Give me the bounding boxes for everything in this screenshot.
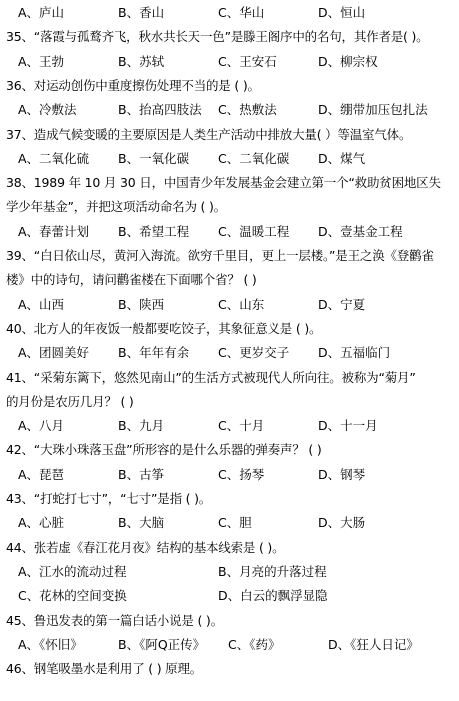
question-text — [0, 366, 459, 390]
question-text — [0, 268, 459, 292]
answer-options — [0, 50, 459, 74]
question-text — [0, 609, 459, 633]
answer-options — [0, 220, 459, 244]
answer-option: A、琵琶 — [18, 466, 65, 482]
answer-option: A、二氧化硫 — [18, 150, 90, 166]
answer-option: B、希望工程 — [118, 223, 190, 239]
answer-option: B、苏轼 — [118, 53, 165, 69]
answer-option: A、王勃 — [18, 53, 65, 69]
question-stem: 学少年基金”，并把这项活动命名为 ( )。 — [6, 199, 226, 215]
question-stem: 楼》中的诗句，请问鹳雀楼在下面哪个省？ ( ) — [6, 272, 257, 288]
answer-option: B、大脑 — [118, 515, 165, 531]
answer-option: A、冷敷法 — [18, 102, 77, 118]
question-text — [0, 195, 459, 219]
answer-options — [0, 341, 459, 365]
question-text — [0, 536, 459, 560]
answer-option: C、十月 — [218, 418, 265, 434]
answer-option: D、白云的飘浮显隐 — [218, 588, 328, 604]
question-text — [0, 438, 459, 462]
question-stem: 40、北方人的年夜饭一般都要吃饺子，其象征意义是 ( )。 — [6, 320, 322, 336]
answer-options — [0, 1, 459, 25]
answer-option: A、春蕾计划 — [18, 223, 90, 239]
answer-option: D、煤气 — [318, 150, 366, 166]
question-text — [0, 74, 459, 98]
answer-option: C、扬琴 — [218, 466, 265, 482]
answer-options — [0, 560, 459, 584]
question-stem: 35、“落霞与孤鹜齐飞，秋水共长天一色”是滕王阁序中的名句，其作者是( )。 — [6, 29, 429, 45]
answer-option: B、抬高四肢法 — [118, 102, 202, 118]
answer-options — [0, 147, 459, 171]
question-stem: 36、对运动创伤中重度擦伤处理不当的是 ( )。 — [6, 77, 260, 93]
question-text — [0, 171, 459, 195]
answer-option: C、山东 — [218, 296, 265, 312]
answer-options — [0, 463, 459, 487]
answer-option: A、江水的流动过程 — [18, 563, 127, 579]
answer-option: C、华山 — [218, 5, 265, 20]
question-text — [0, 123, 459, 147]
answer-option: D、钢琴 — [318, 466, 366, 482]
answer-option: C、王安石 — [218, 53, 277, 69]
question-stem: 42、“大珠小珠落玉盘”所形容的是什么乐器的弹奏声？ ( ) — [6, 442, 322, 458]
answer-options — [0, 584, 459, 608]
question-stem: 45、鲁迅发表的第一篇白话小说是 ( )。 — [6, 612, 223, 628]
answer-options — [0, 98, 459, 122]
question-text — [0, 487, 459, 511]
answer-option: B、《阿Q正传》 — [118, 636, 206, 652]
answer-option: D、五福临门 — [318, 345, 391, 361]
answer-option: B、古筝 — [118, 466, 165, 482]
answer-option: A、庐山 — [18, 5, 65, 20]
answer-option: B、陕西 — [118, 296, 165, 312]
question-stem: 38、1989 年 10 月 30 日，中国青少年发展基金会建立第一个“救助贫困地区失 — [6, 175, 441, 191]
question-text — [0, 390, 459, 414]
question-text — [0, 244, 459, 268]
answer-option: D、柳宗权 — [318, 53, 378, 69]
question-stem: 43、“打蛇打七寸”，“七寸”是指 ( )。 — [6, 491, 212, 506]
answer-option: C、更岁交子 — [218, 345, 290, 361]
answer-options — [0, 293, 459, 317]
answer-option: B、月亮的升落过程 — [218, 563, 327, 579]
answer-options — [0, 511, 459, 535]
answer-option: D、大肠 — [318, 515, 366, 531]
answer-option: C、胆 — [218, 515, 252, 531]
question-stem: 39、“白日依山尽，黄河入海流。欲穷千里目，更上一层楼。”是王之涣《登鹳雀 — [6, 248, 434, 263]
question-text — [0, 25, 459, 49]
question-text — [0, 657, 459, 681]
answer-option: A、八月 — [18, 418, 65, 434]
answer-option: D、《狂人日记》 — [328, 636, 419, 652]
answer-option: B、年年有余 — [118, 345, 190, 361]
answer-option: C、二氧化碳 — [218, 150, 290, 166]
answer-option: D、十一月 — [318, 418, 378, 434]
answer-option: B、一氧化碳 — [118, 150, 190, 166]
question-stem: 的月份是农历几月？ ( ) — [6, 393, 134, 409]
answer-option: C、温暖工程 — [218, 223, 290, 239]
answer-option: D、宁夏 — [318, 296, 366, 312]
question-stem: 37、造成气候变暖的主要原因是人类生产活动中排放大量( ）等温室气体。 — [6, 126, 412, 142]
answer-option: D、壹基金工程 — [318, 223, 403, 239]
answer-option: A、团圆美好 — [18, 345, 90, 361]
answer-option: A、心脏 — [18, 515, 65, 531]
answer-option: A、山西 — [18, 296, 65, 312]
answer-options — [0, 633, 459, 657]
answer-options — [0, 414, 459, 438]
answer-option: C、《药》 — [228, 636, 281, 652]
question-stem: 44、张若虚《春江花月夜》结构的基本线索是 ( )。 — [6, 539, 285, 555]
question-stem: 46、钢笔吸墨水是利用了 ( ) 原理。 — [6, 661, 203, 677]
question-text — [0, 317, 459, 341]
answer-option: D、恒山 — [318, 5, 366, 20]
question-stem: 41、“采菊东篱下，悠然见南山”的生活方式被现代人所向往。被称为“菊月” — [6, 369, 416, 385]
answer-option: C、花林的空间变换 — [18, 588, 127, 604]
answer-option: C、热敷法 — [218, 102, 277, 118]
answer-option: B、九月 — [118, 418, 165, 434]
answer-option: B、香山 — [118, 5, 165, 20]
answer-option: A、《怀旧》 — [18, 636, 83, 652]
answer-option: D、绷带加压包扎法 — [318, 102, 428, 118]
